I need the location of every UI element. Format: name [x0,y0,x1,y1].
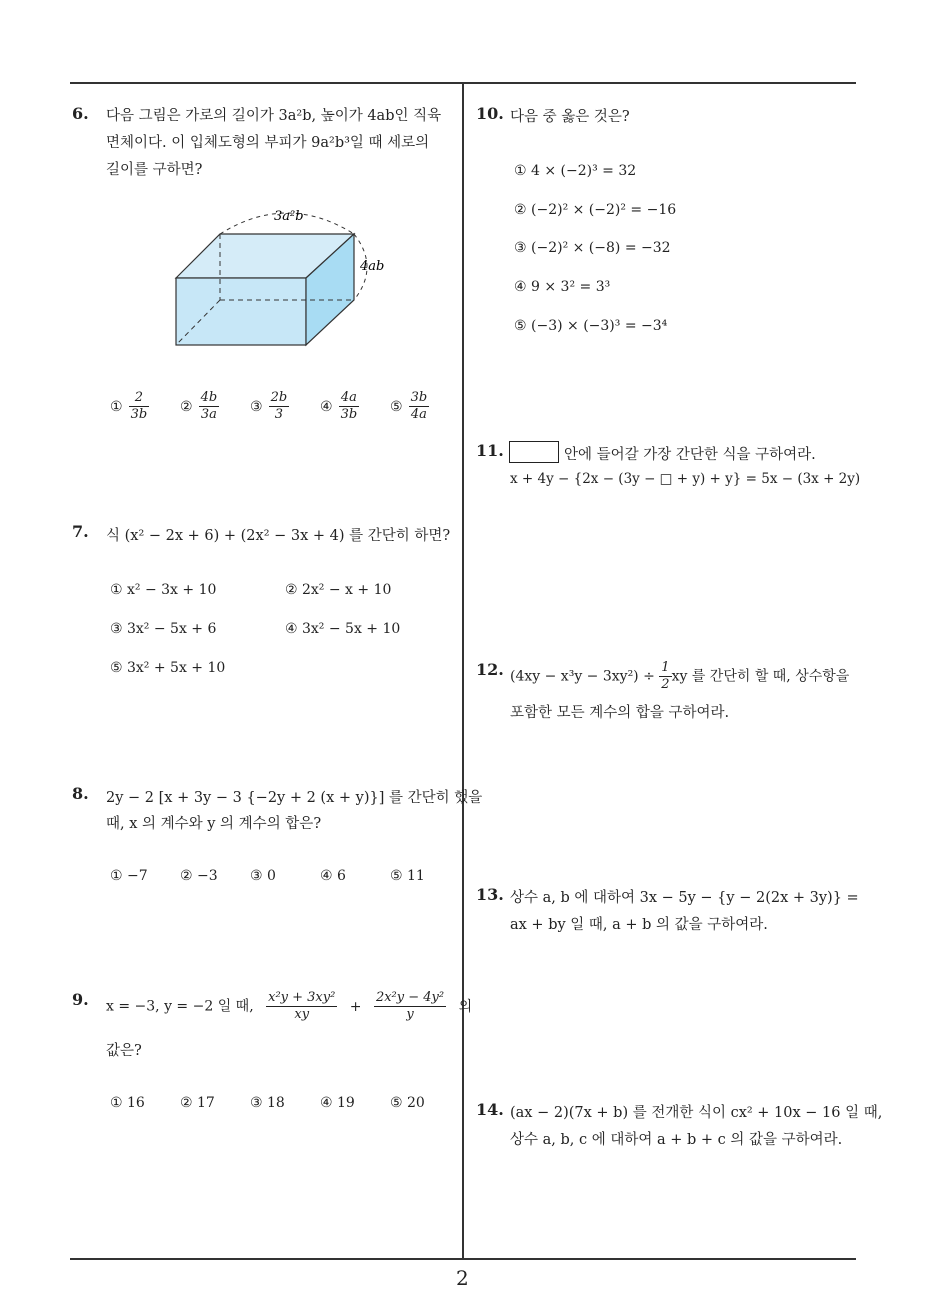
q6-option-mark: ② [180,398,193,415]
q9-plus: + [349,998,362,1015]
q10-option-5[interactable]: ⑤ (−3) × (−3)³ = −3⁴ [514,318,668,334]
q13-number: 13. [476,885,504,904]
q10-option-2[interactable]: ② (−2)² × (−2)² = −16 [514,202,677,218]
q11-line2: x + 4y − {2x − (3y − □ + y) + y} = 5x − (3x + 2y) [510,471,861,487]
q7-number: 7. [72,522,89,541]
q6-option-denominator: 3b [130,407,148,422]
q9-option-5[interactable]: ⑤ 20 [390,1095,425,1111]
q6-option-numerator: 2b [270,390,288,405]
q6-line2: 면체이다. 이 입체도형의 부피가 9a²b³일 때 세로의 [106,135,430,151]
q7-option-3[interactable]: ③ 3x² − 5x + 6 [110,621,217,637]
q6-option-2[interactable] [180,390,219,423]
q6-option-numerator: 4b [200,390,218,405]
q6-option-numerator: 2 [129,390,150,407]
q7-option-2[interactable]: ② 2x² − x + 10 [285,582,392,598]
cuboid-figure [170,200,390,355]
q12-number: 12. [476,660,504,679]
q7-option-4[interactable]: ④ 3x² − 5x + 10 [285,621,401,637]
q9-prefix: x = −3, y = −2 일 때, [106,998,254,1015]
q6-option-fraction [339,390,360,423]
q10-option-4[interactable]: ④ 9 × 3² = 3³ [514,279,611,295]
page-number: 2 [456,1266,469,1290]
q6-option-1[interactable] [110,390,149,423]
q9-line2: 값은? [106,1043,142,1059]
q6-option-fraction [199,390,220,423]
q12-frac-den: 2 [661,677,670,692]
q13-line1: 상수 a, b 에 대하여 3x − 5y − {y − 2(2x + 3y)} = [510,890,859,906]
q6-option-fraction [409,390,430,423]
q9-line1 [106,990,472,1023]
q8-number: 8. [72,784,89,803]
q7-line1: 식 (x² − 2x + 6) + (2x² − 3x + 4) 를 간단히 하면? [106,528,451,544]
q6-line3: 길이를 구하면? [106,162,203,178]
q8-option-5[interactable]: ⑤ 11 [390,868,425,884]
q9-frac1-den: xy [294,1007,310,1022]
q12-expr: (4xy − x³y − 3xy²) ÷ [510,668,655,685]
q6-option-numerator: 4a [339,390,360,407]
q6-line1: 다음 그림은 가로의 길이가 3a²b, 높이가 4ab인 직육 [106,108,442,124]
q6-option-denominator: 3a [200,407,217,422]
figure-height-label: 4ab [360,259,385,274]
q6-option-fraction [129,390,150,423]
q6-option-5[interactable] [390,390,429,423]
q9-fraction-2 [374,990,446,1023]
q12-frac-num: 1 [661,660,670,675]
q11-answer-box[interactable] [509,441,559,463]
q9-option-4[interactable]: ④ 19 [320,1095,355,1111]
q12-line2: 포함한 모든 계수의 합을 구하여라. [510,705,730,721]
q8-option-2[interactable]: ② −3 [180,868,218,884]
q9-option-1[interactable]: ① 16 [110,1095,145,1111]
q10-option-1[interactable]: ① 4 × (−2)³ = 32 [514,163,637,179]
q9-option-2[interactable]: ② 17 [180,1095,215,1111]
q14-number: 14. [476,1100,504,1119]
q6-option-fraction [269,390,290,423]
q14-line2: 상수 a, b, c 에 대하여 a + b + c 의 값을 구하여라. [510,1132,843,1148]
q6-option-denominator: 3 [274,407,283,422]
q9-option-3[interactable]: ③ 18 [250,1095,285,1111]
q7-option-5[interactable]: ⑤ 3x² + 5x + 10 [110,660,226,676]
q12-rest: xy 를 간단히 할 때, 상수항을 [671,668,850,685]
q9-suffix: 의 [458,998,473,1015]
q6-option-3[interactable] [250,390,289,423]
q8-line2: 때, x 의 계수와 y 의 계수의 합은? [106,816,322,832]
q8-option-4[interactable]: ④ 6 [320,868,346,884]
q6-option-mark: ④ [320,398,333,415]
q6-option-4[interactable] [320,390,359,423]
q6-option-numerator: 3b [410,390,428,405]
q9-frac2-num: 2x²y − 4y² [375,990,445,1005]
q8-option-1[interactable]: ① −7 [110,868,148,884]
q6-option-denominator: 3b [340,407,358,422]
q6-number: 6. [72,104,89,123]
q13-line2: ax + by 일 때, a + b 의 값을 구하여라. [510,917,768,933]
q11-line1: 안에 들어갈 가장 간단한 식을 구하여라. [564,447,816,463]
q8-option-3[interactable]: ③ 0 [250,868,276,884]
q14-line1: (ax − 2)(7x + b) 를 전개한 식이 cx² + 10x − 16 일 때, [510,1105,883,1121]
q6-option-denominator: 4a [410,407,427,422]
q10-option-3[interactable]: ③ (−2)² × (−8) = −32 [514,240,671,256]
q10-line1: 다음 중 옳은 것은? [510,109,630,125]
bottom-rule [70,1258,856,1260]
q6-option-mark: ⑤ [390,398,403,415]
q10-number: 10. [476,104,504,123]
q9-number: 9. [72,990,89,1009]
q9-frac1-num: x²y + 3xy² [268,990,336,1005]
column-divider [462,84,464,1260]
q7-option-1[interactable]: ① x² − 3x + 10 [110,582,217,598]
q11-number: 11. [476,441,504,460]
q9-fraction-1 [266,990,337,1023]
q8-line1: 2y − 2 [x + 3y − 3 {−2y + 2 (x + y)}] 를 간단히 했을 [106,790,483,806]
q6-option-mark: ③ [250,398,263,415]
figure-width-label: 3a²b [274,209,304,224]
q9-frac2-den: y [406,1007,414,1022]
q6-option-mark: ① [110,398,123,415]
q12-line1 [510,660,849,693]
q12-fraction [659,660,671,693]
